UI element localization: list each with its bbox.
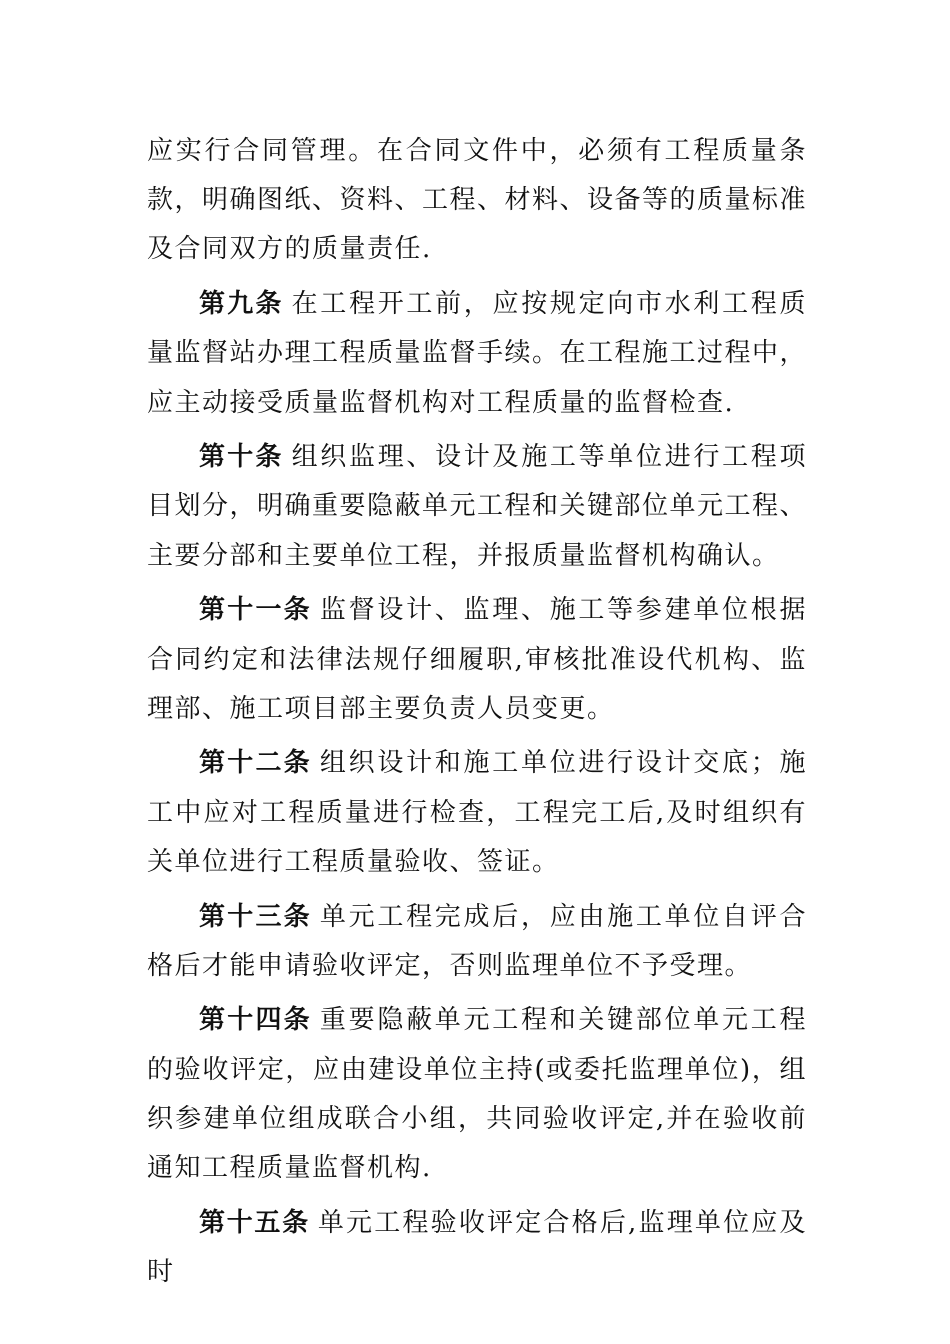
article-number: 第十三条 <box>199 901 312 932</box>
paragraph-text: 应实行合同管理。在合同文件中，必须有工程质量条款，明确图纸、资料、工程、材料、设备等的质量标准及合同双方的质量责任. <box>147 136 808 265</box>
article-12 <box>147 739 807 887</box>
article-text: 监督设计、监理、施工等参建单位根据合同约定和法律法规仔细履职,审核批准设代机构、监理部、施工项目部主要负责人员变更。 <box>147 595 807 724</box>
article-text: 重要隐蔽单元工程和关键部位单元工程的验收评定，应由建设单位主持(或委托监理单位)，组织参建单位组成联合小组，共同验收评定,并在验收前通知工程质量监督机构. <box>147 1005 807 1184</box>
article-text: 单元工程验收评定合格后,监理单位应及时 <box>147 1207 807 1287</box>
article-text: 在工程开工前，应按规定向市水利工程质量监督站办理工程质量监督手续。在工程施工过程中，应主动接受质量监督机构对工程质量的监督检查. <box>147 289 808 418</box>
article-text: 组织设计和施工单位进行设计交底；施工中应对工程质量进行检查，工程完工后,及时组织有关单位进行工程质量验收、签证。 <box>147 748 807 877</box>
article-number: 第十五条 <box>199 1207 310 1238</box>
article-number: 第九条 <box>199 289 284 320</box>
article-number: 第十条 <box>199 442 284 473</box>
article-13 <box>147 893 807 991</box>
article-11 <box>147 586 807 734</box>
article-10 <box>147 433 807 581</box>
document-body <box>147 127 807 1303</box>
article-text: 单元工程完成后，应由施工单位自评合格后才能申请验收评定，否则监理单位不予受理。 <box>147 901 807 981</box>
article-9 <box>147 280 807 428</box>
article-number: 第十一条 <box>199 595 312 626</box>
article-15 <box>147 1199 807 1297</box>
article-number: 第十二条 <box>199 748 312 779</box>
article-14 <box>147 996 807 1193</box>
article-number: 第十四条 <box>199 1005 312 1036</box>
article-text: 组织监理、设计及施工等单位进行工程项目划分，明确重要隐蔽单元工程和关键部位单元工程、主要分部和主要单位工程，并报质量监督机构确认。 <box>147 442 808 571</box>
paragraph-continuation <box>147 127 807 275</box>
